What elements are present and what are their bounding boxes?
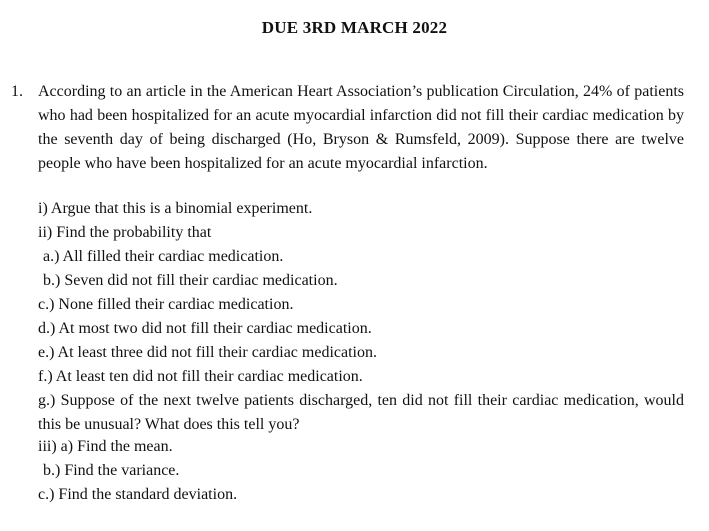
part-ii-e: e.) At least three did not fill their cardiac medication. — [38, 344, 377, 361]
part-iii-a: iii) a) Find the mean. — [38, 438, 173, 455]
part-ii: ii) Find the probability that — [38, 224, 212, 241]
part-ii-g: g.) Suppose of the next twelve patients discharged, ten did not fill their cardiac medication, would this be unusual? What does this tell you? — [38, 392, 684, 433]
part-ii-c: c.) None filled their cardiac medication. — [38, 296, 294, 313]
part-i: i) Argue that this is a binomial experiment. — [38, 200, 313, 217]
part-ii-f: f.) At least ten did not fill their cardiac medication. — [38, 368, 363, 385]
page-title: DUE 3RD MARCH 2022 — [261, 18, 448, 37]
question-number: 1. — [11, 83, 23, 100]
part-ii-a: a.) All filled their cardiac medication. — [43, 248, 284, 265]
part-ii-d: d.) At most two did not fill their cardiac medication. — [38, 320, 372, 337]
part-iii-c: c.) Find the standard deviation. — [38, 486, 238, 503]
part-iii-b: b.) Find the variance. — [43, 462, 180, 479]
question-intro: According to an article in the American Heart Association’s publication Circulation, 24% of patients who had been hospitalized for an acute myocardial infarction did not fill their cardiac medication by the seventh day of being discharged (Ho, Bryson & Rumsfeld, 2009). Suppose there are twelve people who have been hospitalized for an acute myocardial infarction. — [38, 83, 684, 172]
part-ii-b: b.) Seven did not fill their cardiac medication. — [43, 272, 338, 289]
